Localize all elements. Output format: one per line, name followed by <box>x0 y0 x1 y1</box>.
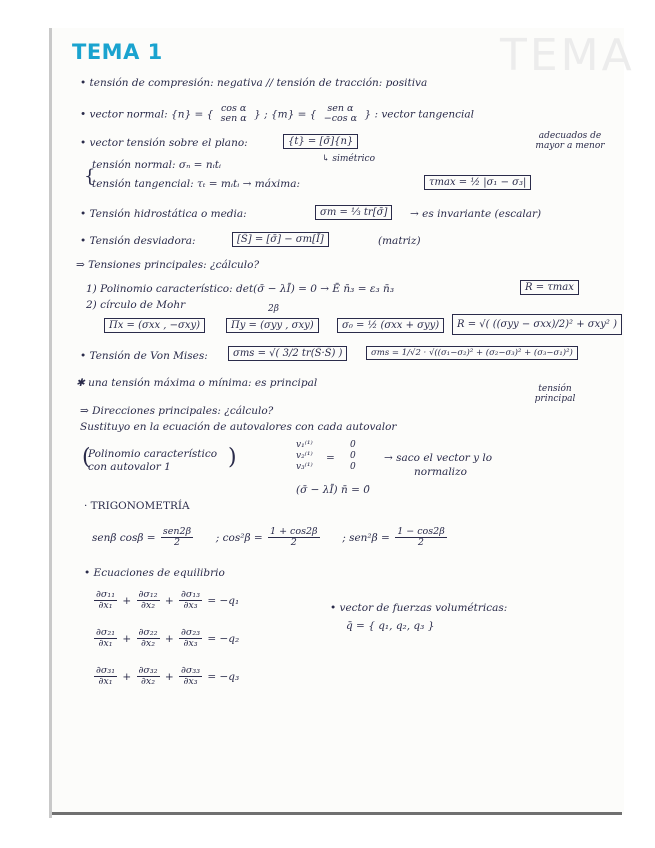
page-title: TEMA 1 <box>72 40 163 64</box>
note-stress-vector: • vector tensión sobre el plano: <box>80 137 248 149</box>
note-polynomial-eigen: ( Polinomio característico con autovalor 1 ) <box>82 445 237 474</box>
heading-principal-directions: ⇒ Direcciones principales: ¿cálculo? <box>80 405 274 417</box>
note-tangential-stress: tensión tangencial: τₜ = mᵢtᵢ → máxima: <box>92 178 301 190</box>
note-hydrostatic: • Tensión hidrostática o media: <box>80 208 247 220</box>
formula-tau-max: τmax = ½ |σ₁ − σ₃| <box>424 175 531 190</box>
note-symmetric: ↳ simétrico <box>322 154 376 164</box>
bleed-through-watermark: TEMA <box>500 30 635 81</box>
vector-eigen-1: v₁⁽¹⁾ v₂⁽¹⁾ v₃⁽¹⁾ <box>296 440 313 472</box>
formula-deviatoric: [S̄] = [σ̄] − σm[Ī] <box>232 232 329 247</box>
formula-von-mises-1: σms = √( 3/2 tr(S̄·S̄) ) <box>228 346 347 361</box>
page-edge-bottom <box>52 812 622 815</box>
formula-mohr-radius: R = √( ((σyy − σxx)/2)² + σxy² ) <box>452 314 622 335</box>
note-mohr-circle: 2) círculo de Mohr <box>86 299 186 311</box>
note-body-forces: • vector de fuerzas volumétricas: <box>330 602 508 614</box>
brace-left: { <box>84 166 96 187</box>
formula-von-mises-2: σms = 1/√2 · √((σ₁−σ₂)² + (σ₂−σ₃)² + (σ₃−σ₁)²) <box>366 346 578 360</box>
note-substitute: Sustituyo en la ecuación de autovalores con cada autovalor <box>80 421 397 433</box>
note-compression: • tensión de compresión: negativa // tensión de tracción: positiva <box>80 77 428 89</box>
equilibrium-row: $\frac{\text{∂σ₁₁}}{\text{∂x₁}}$ + $\frac{\text{∂σ₁₂}}{\text{∂x₂}}$ + $\frac{\text{∂σ₁₃}}{\text{∂x₃}}$ = −q₁ <box>96 589 240 612</box>
heading-equilibrium: • Ecuaciones de equilibrio <box>84 567 225 579</box>
note-deviatoric: • Tensión desviadora: <box>80 235 196 247</box>
note-char-polynomial: 1) Polinomio característico: det(σ̄ − λĪ) = 0 → Ē n̄₃ = ε₃ n̄₃ <box>86 283 395 295</box>
equals-sign: = <box>326 452 335 464</box>
margin-note-principal: tensión principal <box>534 384 576 404</box>
heading-trigonometry: · TRIGONOMETRÍA <box>84 500 190 512</box>
formula-mohr-pi-y: Πy = (σyy , σxy) <box>226 318 319 333</box>
formula-stress-vector: {t} = [σ̄]{n} <box>283 134 358 149</box>
note-normal-stress: tensión normal: σₙ = nᵢtᵢ <box>92 159 222 171</box>
note-invariant: → es invariante (escalar) <box>410 208 542 220</box>
margin-note-order: adecuados de mayor a menor <box>535 131 605 151</box>
formula-trig: senβ cosβ = $\frac{\text{sen2β}}{2}$ ; cos²β = $\frac{1 + \cos 2\beta}{2}$ ; sen²β = $\frac{1 - \cos 2\beta}{2}$ <box>92 526 445 549</box>
note-2beta: 2β <box>268 304 279 314</box>
vector-zero: 0 0 0 <box>350 440 356 472</box>
formula-mean-stress: σm = ⅓ tr[σ̄] <box>315 205 392 220</box>
equilibrium-row: $\frac{\text{∂σ₂₁}}{\text{∂x₁}}$ + $\frac{\text{∂σ₂₂}}{\text{∂x₂}}$ + $\frac{\text{∂σ₂₃}}{\text{∂x₃}}$ = −q₂ <box>96 627 240 650</box>
formula-body-forces: q̄ = { q₁, q₂, q₃ } <box>346 620 435 632</box>
formula-mohr-center: σ₀ = ½ (σxx + σyy) <box>337 318 444 333</box>
note-von-mises: • Tensión de Von Mises: <box>80 350 208 362</box>
equilibrium-row: $\frac{\text{∂σ₃₁}}{\text{∂x₁}}$ + $\frac{\text{∂σ₃₂}}{\text{∂x₂}}$ + $\frac{\text{∂σ₃₃}}{\text{∂x₃}}$ = −q₃ <box>96 665 240 688</box>
note-matrix: (matriz) <box>378 235 421 247</box>
formula-r-tau: R = τmax <box>520 280 579 295</box>
note-normal-vector: • vector normal: {n} = { cos α sen α } ; {m} = { sen α −cos α } : vector tangencial <box>80 103 475 125</box>
formula-mohr-pi-x: Πx = (σxx , −σxy) <box>104 318 205 333</box>
formula-eigen-eq: (σ̄ − λĪ) n̄ = 0̄ <box>296 484 370 496</box>
note-normalize-2: normalizo <box>414 466 467 478</box>
note-max-min-principal: ✱ una tensión máxima o mínima: es principal <box>76 377 318 389</box>
heading-principal-stresses: ⇒ Tensiones principales: ¿cálculo? <box>76 259 260 271</box>
note-normalize-1: → saco el vector y lo <box>384 452 493 464</box>
